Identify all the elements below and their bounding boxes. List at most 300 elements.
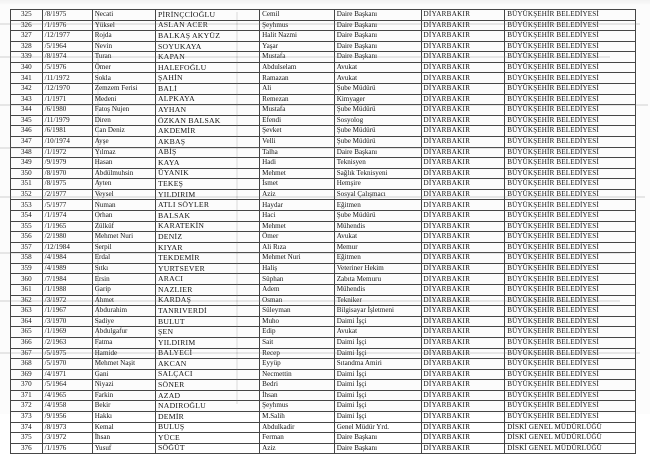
cell-title: Mühendis (334, 285, 421, 296)
cell-first-name: Diren (92, 115, 155, 126)
cell-last-name: YILDIRIM (156, 337, 260, 348)
cell-first-name: Zülküf (92, 221, 155, 232)
cell-father-name: Ferman (260, 433, 335, 444)
cell-row-number: 370 (11, 380, 43, 391)
table-row (11, 52, 636, 63)
cell-first-name: Abdülmuhsin (92, 168, 155, 179)
cell-institution: BÜYÜKŞEHİR BELEDİYESİ (505, 274, 636, 285)
cell-institution: BÜYÜKŞEHİR BELEDİYESİ (505, 115, 636, 126)
cell-institution: BÜYÜKŞEHİR BELEDİYESİ (505, 359, 636, 370)
cell-institution: BÜYÜKŞEHİR BELEDİYESİ (505, 189, 636, 200)
cell-province: DİYARBAKIR (421, 285, 505, 296)
cell-institution: BÜYÜKŞEHİR BELEDİYESİ (505, 327, 636, 338)
cell-first-name: Necati (92, 10, 155, 21)
cell-title: Eğitmen (334, 200, 421, 211)
cell-birth-date: /9/1956 (42, 411, 92, 422)
table-row (11, 62, 636, 73)
cell-last-name: KAPAN (156, 52, 260, 63)
cell-institution: BÜYÜKŞEHİR BELEDİYESİ (505, 253, 636, 264)
cell-first-name: Veysel (92, 189, 155, 200)
cell-title: Daimi İşçi (334, 401, 421, 412)
cell-title: Daire Başkanı (334, 147, 421, 158)
cell-last-name: AZAD (156, 390, 260, 401)
cell-institution: BÜYÜKŞEHİR BELEDİYESİ (505, 285, 636, 296)
cell-row-number: 372 (11, 401, 43, 412)
cell-row-number: 364 (11, 316, 43, 327)
cell-row-number: 348 (11, 147, 43, 158)
cell-province: DİYARBAKIR (421, 200, 505, 211)
cell-title: Daire Başkanı (334, 443, 421, 454)
cell-last-name: SALÇACI (156, 369, 260, 380)
table-row (11, 295, 636, 306)
cell-first-name: Ayşe (92, 136, 155, 147)
cell-institution: BÜYÜKŞEHİR BELEDİYESİ (505, 73, 636, 84)
cell-institution: BÜYÜKŞEHİR BELEDİYESİ (505, 316, 636, 327)
cell-birth-date: /8/1975 (42, 179, 92, 190)
cell-row-number: 326 (11, 20, 43, 31)
cell-row-number: 363 (11, 306, 43, 317)
cell-title: Zabıta Memuru (334, 274, 421, 285)
cell-province: DİYARBAKIR (421, 253, 505, 264)
cell-first-name: Niyazi (92, 380, 155, 391)
personnel-registry-table (10, 9, 636, 454)
table-row (11, 337, 636, 348)
table-row (11, 232, 636, 243)
table-row (11, 126, 636, 137)
cell-title: Sağlık Teknisyeni (334, 168, 421, 179)
cell-province: DİYARBAKIR (421, 316, 505, 327)
cell-birth-date: /12/1984 (42, 242, 92, 253)
cell-province: DİYARBAKIR (421, 433, 505, 444)
cell-row-number: 376 (11, 443, 43, 454)
cell-last-name: BALKAŞ AKYÜZ (156, 31, 260, 42)
cell-province: DİYARBAKIR (421, 94, 505, 105)
cell-first-name: Orhan (92, 210, 155, 221)
cell-first-name: Farkin (92, 390, 155, 401)
cell-last-name: BULUŞ (156, 422, 260, 433)
cell-father-name: Recep (260, 348, 335, 359)
cell-birth-date: /3/1970 (42, 316, 92, 327)
cell-row-number: 371 (11, 390, 43, 401)
table-row (11, 189, 636, 200)
cell-last-name: BULUT (156, 316, 260, 327)
cell-birth-date: /1/1965 (42, 221, 92, 232)
cell-institution: BÜYÜKŞEHİR BELEDİYESİ (505, 20, 636, 31)
cell-birth-date: /1/1972 (42, 147, 92, 158)
cell-first-name: Abdulgafur (92, 327, 155, 338)
cell-last-name: ŞEN (156, 327, 260, 338)
cell-title: Kimyager (334, 94, 421, 105)
cell-row-number: 359 (11, 263, 43, 274)
cell-row-number: 341 (11, 73, 43, 84)
cell-row-number: 346 (11, 126, 43, 137)
cell-first-name: Yılmaz (92, 147, 155, 158)
cell-province: DİYARBAKIR (421, 73, 505, 84)
cell-institution: BÜYÜKŞEHİR BELEDİYESİ (505, 242, 636, 253)
cell-row-number: 325 (11, 10, 43, 21)
cell-last-name: TANRIVERDİ (156, 306, 260, 317)
cell-province: DİYARBAKIR (421, 179, 505, 190)
scan-edge-shading (0, 0, 650, 9)
cell-title: Bilgisayar İşletmeni (334, 306, 421, 317)
cell-province: DİYARBAKIR (421, 390, 505, 401)
cell-province: DİYARBAKIR (421, 232, 505, 243)
table-row (11, 380, 636, 391)
cell-first-name: Bekir (92, 401, 155, 412)
cell-row-number: 357 (11, 242, 43, 253)
cell-birth-date: /1/1967 (42, 306, 92, 317)
table-row (11, 316, 636, 327)
cell-province: DİYARBAKIR (421, 84, 505, 95)
cell-father-name: Abdulselam (260, 62, 335, 73)
cell-father-name: Halit Nazmi (260, 31, 335, 42)
cell-row-number: 358 (11, 253, 43, 264)
cell-title: Şube Müdürü (334, 84, 421, 95)
cell-row-number: 360 (11, 274, 43, 285)
cell-institution: BÜYÜKŞEHİR BELEDİYESİ (505, 147, 636, 158)
cell-birth-date: /3/1972 (42, 295, 92, 306)
table-row (11, 327, 636, 338)
cell-title: Mühendis (334, 221, 421, 232)
cell-institution: BÜYÜKŞEHİR BELEDİYESİ (505, 94, 636, 105)
table-row (11, 210, 636, 221)
cell-father-name: Süleyman (260, 306, 335, 317)
table-row (11, 105, 636, 116)
cell-first-name: Medeni (92, 94, 155, 105)
cell-birth-date: /1/1971 (42, 94, 92, 105)
cell-first-name: Turan (92, 52, 155, 63)
cell-province: DİYARBAKIR (421, 189, 505, 200)
cell-father-name: Mustafa (260, 105, 335, 116)
table-row (11, 306, 636, 317)
cell-first-name: Mehmet Nuri (92, 232, 155, 243)
cell-title: Sosyolog (334, 115, 421, 126)
cell-first-name: Kemal (92, 422, 155, 433)
cell-institution: BÜYÜKŞEHİR BELEDİYESİ (505, 31, 636, 42)
cell-father-name: Velli (260, 136, 335, 147)
cell-title: Teknisyen (334, 158, 421, 169)
cell-birth-date: /2/1977 (42, 189, 92, 200)
cell-last-name: SÖNER (156, 380, 260, 391)
cell-institution: BÜYÜKŞEHİR BELEDİYESİ (505, 136, 636, 147)
cell-province: DİYARBAKIR (421, 10, 505, 21)
cell-first-name: Sıtkı (92, 263, 155, 274)
cell-province: DİYARBAKIR (421, 359, 505, 370)
cell-birth-date: /1/1976 (42, 443, 92, 454)
cell-institution: BÜYÜKŞEHİR BELEDİYESİ (505, 168, 636, 179)
cell-last-name: PİRİNÇCİOĞLU (156, 10, 260, 21)
table-row (11, 158, 636, 169)
cell-title: Daimi İşçi (334, 348, 421, 359)
cell-title: Şube Müdürü (334, 126, 421, 137)
cell-father-name: Aziz (260, 189, 335, 200)
cell-birth-date: /12/1970 (42, 84, 92, 95)
cell-last-name: ALPKAYA (156, 94, 260, 105)
cell-father-name: Şeyhmus (260, 20, 335, 31)
cell-last-name: NADIROĞLU (156, 401, 260, 412)
cell-title: Avukat (334, 73, 421, 84)
table-row (11, 41, 636, 52)
cell-birth-date: /1/1988 (42, 285, 92, 296)
cell-first-name: Hakkı (92, 411, 155, 422)
table-row (11, 115, 636, 126)
cell-province: DİYARBAKIR (421, 210, 505, 221)
cell-province: DİYARBAKIR (421, 295, 505, 306)
cell-last-name: TEKEŞ (156, 179, 260, 190)
cell-father-name: Cemil (260, 10, 335, 21)
cell-father-name: Süphan (260, 274, 335, 285)
cell-row-number: 366 (11, 337, 43, 348)
cell-title: Daimi İşçi (334, 369, 421, 380)
cell-province: DİYARBAKIR (421, 52, 505, 63)
cell-first-name: Hamide (92, 348, 155, 359)
cell-institution: BÜYÜKŞEHİR BELEDİYESİ (505, 158, 636, 169)
cell-row-number: 352 (11, 189, 43, 200)
table-row (11, 84, 636, 95)
cell-last-name: ÜYANIK (156, 168, 260, 179)
cell-row-number: 350 (11, 168, 43, 179)
cell-last-name: BALİ (156, 84, 260, 95)
cell-birth-date: /3/1972 (42, 433, 92, 444)
table-row (11, 168, 636, 179)
table-row (11, 73, 636, 84)
cell-last-name: ASLAN ACER (156, 20, 260, 31)
cell-title: Veteriner Hekim (334, 263, 421, 274)
table-row (11, 390, 636, 401)
cell-birth-date: /2/1980 (42, 232, 92, 243)
cell-title: Şube Müdürü (334, 136, 421, 147)
cell-father-name: Sait (260, 337, 335, 348)
table-row (11, 359, 636, 370)
cell-first-name: Yüksel (92, 20, 155, 31)
cell-birth-date: /12/1977 (42, 31, 92, 42)
cell-last-name: YURTSEVER (156, 263, 260, 274)
cell-institution: BÜYÜKŞEHİR BELEDİYESİ (505, 263, 636, 274)
cell-row-number: 361 (11, 285, 43, 296)
cell-province: DİYARBAKIR (421, 411, 505, 422)
cell-first-name: İhsan (92, 433, 155, 444)
cell-last-name: DENİZ (156, 232, 260, 243)
cell-institution: BÜYÜKŞEHİR BELEDİYESİ (505, 126, 636, 137)
table-row (11, 263, 636, 274)
table-row (11, 136, 636, 147)
cell-title: Hemşire (334, 179, 421, 190)
cell-row-number: 373 (11, 411, 43, 422)
cell-title: Avukat (334, 327, 421, 338)
cell-birth-date: /8/1970 (42, 168, 92, 179)
cell-birth-date: /4/1984 (42, 253, 92, 264)
cell-title: Memur (334, 242, 421, 253)
cell-first-name: Serpil (92, 242, 155, 253)
cell-institution: DİSKİ GENEL MÜDÜRLÜĞÜ (505, 422, 636, 433)
cell-row-number: 345 (11, 115, 43, 126)
cell-title: Daimi İşçi (334, 390, 421, 401)
cell-province: DİYARBAKIR (421, 158, 505, 169)
cell-last-name: KARDAŞ (156, 295, 260, 306)
cell-last-name: AKCAN (156, 359, 260, 370)
cell-last-name: HALEFOĞLU (156, 62, 260, 73)
cell-institution: BÜYÜKŞEHİR BELEDİYESİ (505, 306, 636, 317)
cell-father-name: Haliş (260, 263, 335, 274)
cell-first-name: Mehmet Naşit (92, 359, 155, 370)
cell-title: Daire Başkanı (334, 31, 421, 42)
cell-institution: BÜYÜKŞEHİR BELEDİYESİ (505, 10, 636, 21)
cell-title: Daimi İşçi (334, 337, 421, 348)
cell-first-name: Garip (92, 285, 155, 296)
cell-last-name: YILDIRIM (156, 189, 260, 200)
cell-last-name: ARACI (156, 274, 260, 285)
cell-institution: BÜYÜKŞEHİR BELEDİYESİ (505, 62, 636, 73)
table-row (11, 422, 636, 433)
cell-father-name: Efendi (260, 115, 335, 126)
table-row (11, 242, 636, 253)
cell-province: DİYARBAKIR (421, 443, 505, 454)
cell-row-number: 351 (11, 179, 43, 190)
cell-title: Sıtandma Amiri (334, 359, 421, 370)
table-row (11, 221, 636, 232)
cell-institution: BÜYÜKŞEHİR BELEDİYESİ (505, 179, 636, 190)
cell-last-name: ABİŞ (156, 147, 260, 158)
cell-birth-date: /4/1958 (42, 401, 92, 412)
cell-father-name: Necmettin (260, 369, 335, 380)
cell-province: DİYARBAKIR (421, 31, 505, 42)
cell-birth-date: /4/1989 (42, 263, 92, 274)
cell-first-name: Ömer (92, 62, 155, 73)
cell-first-name: Ayten (92, 179, 155, 190)
table-row (11, 10, 636, 21)
cell-province: DİYARBAKIR (421, 348, 505, 359)
table-row (11, 369, 636, 380)
cell-birth-date: /4/1965 (42, 390, 92, 401)
table-row (11, 401, 636, 412)
cell-birth-date: /8/1974 (42, 52, 92, 63)
cell-province: DİYARBAKIR (421, 422, 505, 433)
cell-row-number: 365 (11, 327, 43, 338)
table-body (11, 10, 636, 454)
cell-father-name: Mehmet Nuri (260, 253, 335, 264)
cell-province: DİYARBAKIR (421, 263, 505, 274)
table-row (11, 253, 636, 264)
cell-first-name: Ahmet (92, 295, 155, 306)
cell-institution: BÜYÜKŞEHİR BELEDİYESİ (505, 105, 636, 116)
cell-title: Daimi İşçi (334, 380, 421, 391)
cell-father-name: İhsan (260, 390, 335, 401)
cell-father-name: Şeyhmus (260, 401, 335, 412)
cell-birth-date: /8/1973 (42, 422, 92, 433)
cell-first-name: Yusuf (92, 443, 155, 454)
cell-last-name: BALYECİ (156, 348, 260, 359)
cell-title: Daire Başkanı (334, 41, 421, 52)
cell-row-number: 367 (11, 348, 43, 359)
cell-row-number: 353 (11, 200, 43, 211)
cell-last-name: DEMİR (156, 411, 260, 422)
cell-father-name: Remezan (260, 94, 335, 105)
table-row (11, 433, 636, 444)
cell-birth-date: /5/1964 (42, 380, 92, 391)
cell-last-name: TEKDEMİR (156, 253, 260, 264)
cell-birth-date: /7/1984 (42, 274, 92, 285)
table-row (11, 94, 636, 105)
cell-last-name: SÖĞÜT (156, 443, 260, 454)
cell-first-name: Numan (92, 200, 155, 211)
cell-last-name: ŞAHİN (156, 73, 260, 84)
cell-last-name: NAZLIER (156, 285, 260, 296)
cell-title: Genel Müdür Yrd. (334, 422, 421, 433)
cell-birth-date: /2/1963 (42, 337, 92, 348)
cell-institution: BÜYÜKŞEHİR BELEDİYESİ (505, 390, 636, 401)
cell-title: Daimi İşçi (334, 316, 421, 327)
cell-institution: DİSKİ GENEL MÜDÜRLÜĞÜ (505, 443, 636, 454)
cell-institution: BÜYÜKŞEHİR BELEDİYESİ (505, 221, 636, 232)
cell-last-name: ATLI SÖYLER (156, 200, 260, 211)
cell-title: Avukat (334, 232, 421, 243)
cell-father-name: Eyyüp (260, 359, 335, 370)
cell-birth-date: /5/1977 (42, 200, 92, 211)
cell-father-name: Adem (260, 285, 335, 296)
cell-province: DİYARBAKIR (421, 41, 505, 52)
cell-last-name: SOYUKAYA (156, 41, 260, 52)
table-row (11, 285, 636, 296)
cell-province: DİYARBAKIR (421, 20, 505, 31)
cell-father-name: Ali Rıza (260, 242, 335, 253)
cell-institution: BÜYÜKŞEHİR BELEDİYESİ (505, 401, 636, 412)
cell-father-name: Abdulkadir (260, 422, 335, 433)
table-row (11, 200, 636, 211)
cell-row-number: 368 (11, 359, 43, 370)
cell-father-name: Haydar (260, 200, 335, 211)
cell-birth-date: /10/1974 (42, 136, 92, 147)
cell-first-name: Sadiye (92, 316, 155, 327)
cell-father-name: Şevket (260, 126, 335, 137)
cell-row-number: 349 (11, 158, 43, 169)
table-row (11, 443, 636, 454)
cell-birth-date: /6/1981 (42, 126, 92, 137)
cell-province: DİYARBAKIR (421, 306, 505, 317)
cell-father-name: Osman (260, 295, 335, 306)
cell-first-name: Gani (92, 369, 155, 380)
cell-birth-date: /5/1975 (42, 348, 92, 359)
cell-row-number: 362 (11, 295, 43, 306)
cell-row-number: 369 (11, 369, 43, 380)
cell-title: Sosyal Çalışmacı (334, 189, 421, 200)
cell-province: DİYARBAKIR (421, 136, 505, 147)
cell-row-number: 347 (11, 136, 43, 147)
cell-institution: BÜYÜKŞEHİR BELEDİYESİ (505, 411, 636, 422)
cell-province: DİYARBAKIR (421, 147, 505, 158)
cell-first-name: Erdal (92, 253, 155, 264)
table-row (11, 31, 636, 42)
cell-institution: BÜYÜKŞEHİR BELEDİYESİ (505, 210, 636, 221)
cell-birth-date: /9/1979 (42, 158, 92, 169)
cell-father-name: Mehmet (260, 221, 335, 232)
cell-institution: BÜYÜKŞEHİR BELEDİYESİ (505, 232, 636, 243)
cell-row-number: 355 (11, 221, 43, 232)
cell-birth-date: /1/1974 (42, 210, 92, 221)
cell-province: DİYARBAKIR (421, 274, 505, 285)
cell-father-name: Talha (260, 147, 335, 158)
cell-father-name: Bedri (260, 380, 335, 391)
cell-institution: BÜYÜKŞEHİR BELEDİYESİ (505, 337, 636, 348)
cell-row-number: 327 (11, 31, 43, 42)
cell-birth-date: /5/1964 (42, 41, 92, 52)
cell-father-name: Muho (260, 316, 335, 327)
cell-province: DİYARBAKIR (421, 221, 505, 232)
table-row (11, 147, 636, 158)
cell-province: DİYARBAKIR (421, 401, 505, 412)
cell-institution: BÜYÜKŞEHİR BELEDİYESİ (505, 200, 636, 211)
cell-birth-date: /11/1972 (42, 73, 92, 84)
cell-row-number: 375 (11, 433, 43, 444)
